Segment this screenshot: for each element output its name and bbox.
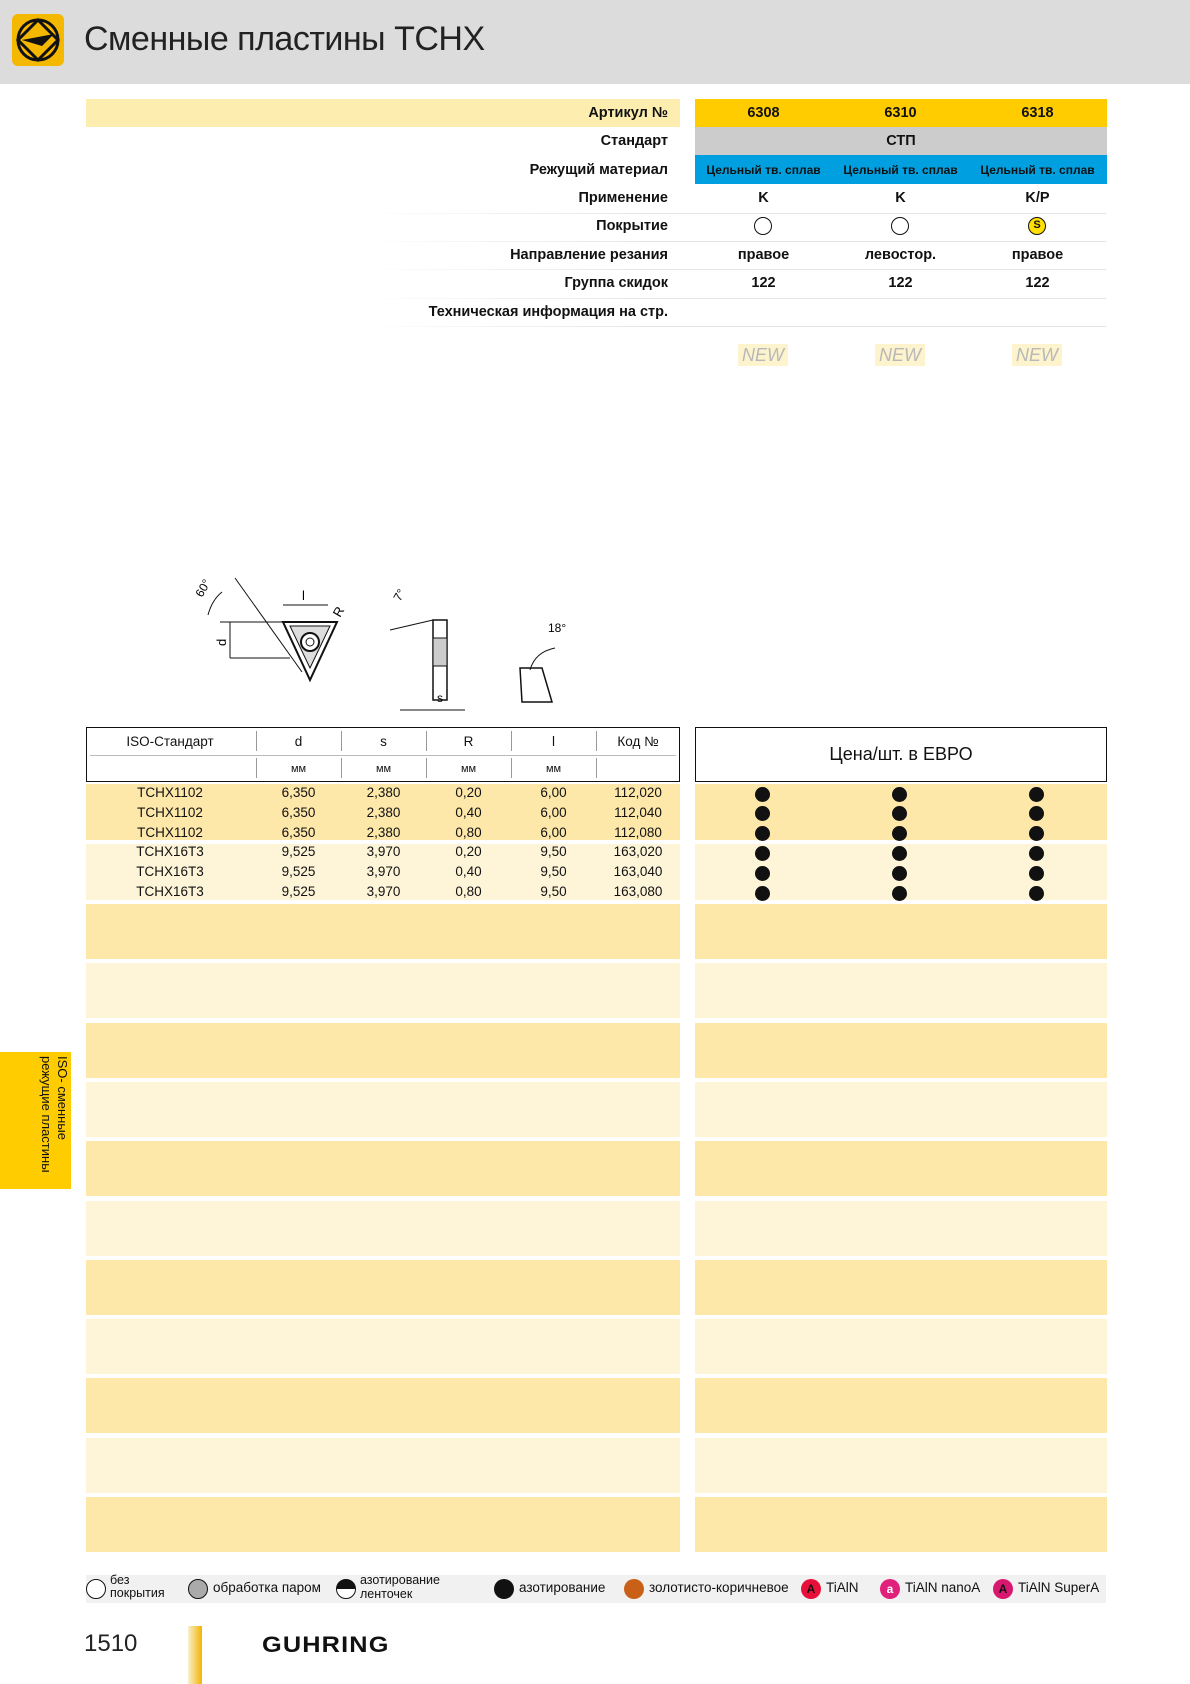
s-cell: 3,970 bbox=[366, 844, 401, 860]
direction-value: правое bbox=[737, 247, 790, 263]
black-circle-icon bbox=[494, 1579, 514, 1599]
spec-label-application: Применение bbox=[578, 190, 668, 206]
article-number: 6318 bbox=[1021, 105, 1054, 121]
table-band bbox=[695, 1023, 1107, 1078]
table-band bbox=[86, 1023, 680, 1078]
angle-7-label: 7° bbox=[390, 586, 409, 604]
footer-accent-bar bbox=[188, 1626, 202, 1684]
table-band bbox=[86, 1319, 680, 1374]
table-band bbox=[695, 1260, 1107, 1315]
spec-label-techinfo: Техническая информация на стр. bbox=[428, 304, 668, 320]
r-cell: 0,20 bbox=[455, 844, 482, 860]
table-band bbox=[695, 904, 1107, 959]
iso-code-cell: TCHX1102 bbox=[137, 804, 203, 820]
availability-dot-icon bbox=[1029, 846, 1044, 861]
unit-mm: мм bbox=[460, 763, 477, 775]
page-title: Сменные пластины TCHX bbox=[84, 20, 485, 58]
red-circle-a-icon: A bbox=[801, 1579, 821, 1599]
brown-circle-icon bbox=[624, 1579, 644, 1599]
col-separator bbox=[511, 758, 512, 778]
l-cell: 6,00 bbox=[540, 785, 567, 800]
r-cell: 0,80 bbox=[455, 824, 482, 840]
table-band bbox=[695, 1082, 1107, 1137]
availability-dot-icon bbox=[755, 846, 770, 861]
l-cell: 6,00 bbox=[540, 824, 567, 840]
magenta-circle-a-icon: a bbox=[880, 1579, 900, 1599]
col-separator bbox=[341, 758, 342, 778]
discount-value: 122 bbox=[1025, 275, 1050, 291]
availability-dot-icon bbox=[1029, 787, 1044, 802]
spec-label-article: Артикул № bbox=[588, 105, 668, 121]
legend-label-land-nitriding: азотирование ленточек bbox=[360, 1573, 440, 1601]
material-value: Цельный тв. сплав bbox=[980, 163, 1095, 177]
code-cell: 112,080 bbox=[614, 824, 662, 840]
col-separator bbox=[596, 758, 597, 778]
legend-label-nitriding: азотирование bbox=[519, 1580, 606, 1595]
iso-code-cell: TCHX16T3 bbox=[136, 844, 204, 860]
r-cell: 0,40 bbox=[455, 864, 482, 880]
l-cell: 9,50 bbox=[540, 864, 567, 880]
table-band bbox=[695, 963, 1107, 1018]
r-cell: 0,80 bbox=[455, 884, 482, 899]
spec-divider bbox=[360, 213, 1106, 214]
insert-side-view-icon bbox=[390, 620, 465, 710]
standard-value: СТП bbox=[886, 133, 916, 149]
code-cell: 163,020 bbox=[613, 844, 663, 860]
col-d: d bbox=[294, 734, 303, 749]
table-band bbox=[86, 1378, 680, 1433]
table-band bbox=[86, 1141, 680, 1196]
unit-mm: мм bbox=[545, 763, 562, 775]
spec-divider bbox=[360, 326, 1106, 327]
triangle-insert-icon bbox=[208, 578, 337, 680]
discount-value: 122 bbox=[888, 275, 913, 291]
availability-dot-icon bbox=[755, 826, 770, 841]
table-band bbox=[86, 1260, 680, 1315]
table-band bbox=[86, 1438, 680, 1493]
spec-label-direction: Направление резания bbox=[510, 247, 668, 263]
table-band bbox=[86, 963, 680, 1018]
code-cell: 112,020 bbox=[614, 785, 662, 800]
col-iso-standard: ISO-Стандарт bbox=[126, 734, 214, 749]
spec-label-material: Режущий материал bbox=[529, 162, 668, 178]
chip-breaker-profile-icon bbox=[520, 648, 555, 702]
uncoated-circle-icon bbox=[754, 217, 772, 235]
magenta-circle-superA-icon: A bbox=[993, 1579, 1013, 1599]
code-cell: 112,040 bbox=[614, 804, 662, 820]
gray-circle-icon bbox=[188, 1579, 208, 1599]
s-cell: 3,970 bbox=[366, 884, 401, 899]
availability-dot-icon bbox=[892, 826, 907, 841]
new-tag: NEW bbox=[1012, 344, 1062, 366]
table-band bbox=[86, 904, 680, 959]
r-cell: 0,40 bbox=[455, 804, 482, 820]
iso-code-cell: TCHX16T3 bbox=[136, 884, 204, 899]
material-value: Цельный тв. сплав bbox=[843, 163, 958, 177]
side-tab-label bbox=[38, 1056, 70, 1173]
new-tag: NEW bbox=[875, 344, 925, 366]
legend-label-tialn: TiAlN bbox=[826, 1580, 859, 1595]
col-r: R bbox=[463, 734, 474, 749]
table-band bbox=[695, 1497, 1107, 1552]
col-separator bbox=[341, 731, 342, 751]
brand-logo bbox=[12, 14, 64, 66]
half-black-circle-icon bbox=[336, 1579, 356, 1599]
direction-value: левостор. bbox=[864, 247, 937, 263]
article-number: 6310 bbox=[884, 105, 917, 121]
price-header: Цена/шт. в ЕВРО bbox=[695, 727, 1107, 782]
availability-dot-icon bbox=[892, 787, 907, 802]
s-cell: 3,970 bbox=[366, 864, 401, 880]
spec-label-standard: Стандарт bbox=[600, 133, 668, 149]
side-tab-line2: режущие пластины bbox=[39, 1056, 54, 1173]
table-band bbox=[695, 1438, 1107, 1493]
availability-dot-icon bbox=[1029, 826, 1044, 841]
table-band bbox=[695, 1319, 1107, 1374]
l-cell: 6,00 bbox=[540, 804, 567, 820]
application-value: K bbox=[758, 190, 769, 206]
insert-technical-drawing bbox=[190, 560, 590, 720]
d-cell: 6,350 bbox=[281, 824, 316, 840]
col-separator bbox=[511, 731, 512, 751]
material-value: Цельный тв. сплав bbox=[706, 163, 821, 177]
s-cell: 2,380 bbox=[366, 785, 401, 800]
spec-divider bbox=[360, 269, 1106, 270]
col-separator bbox=[596, 731, 597, 751]
spec-divider bbox=[360, 298, 1106, 299]
l-cell: 9,50 bbox=[540, 884, 567, 899]
brand-wordmark: GUHRING bbox=[262, 1632, 390, 1657]
availability-dot-icon bbox=[755, 787, 770, 802]
d-cell: 9,525 bbox=[281, 884, 316, 899]
table-band bbox=[86, 1201, 680, 1256]
col-separator bbox=[256, 758, 257, 778]
d-cell: 6,350 bbox=[281, 804, 316, 820]
availability-dot-icon bbox=[892, 866, 907, 881]
col-s: s bbox=[380, 734, 387, 749]
application-value: K bbox=[895, 190, 906, 206]
d-cell: 9,525 bbox=[281, 844, 316, 860]
r-cell: 0,20 bbox=[455, 785, 482, 800]
uncoated-circle-icon bbox=[891, 217, 909, 235]
availability-dot-icon bbox=[892, 886, 907, 901]
spec-divider bbox=[360, 241, 1106, 242]
radius-r-label: R bbox=[329, 603, 348, 620]
direction-value: правое bbox=[1011, 247, 1064, 263]
col-separator bbox=[426, 758, 427, 778]
legend-label-tialn-supera: TiAlN SuperA bbox=[1018, 1580, 1100, 1595]
col-l: l bbox=[552, 734, 555, 749]
unit-mm: мм bbox=[290, 763, 307, 775]
page-number: 1510 bbox=[84, 1630, 138, 1657]
col-separator bbox=[256, 731, 257, 751]
iso-code-cell: TCHX1102 bbox=[137, 785, 203, 800]
availability-dot-icon bbox=[755, 886, 770, 901]
table-band bbox=[695, 1141, 1107, 1196]
legend-label-steam: обработка паром bbox=[213, 1580, 321, 1595]
table-band bbox=[86, 1082, 680, 1137]
unit-mm: мм bbox=[375, 763, 392, 775]
logo-emblem-icon bbox=[12, 14, 64, 66]
table-band bbox=[695, 1378, 1107, 1433]
new-tag: NEW bbox=[738, 344, 788, 366]
iso-code-cell: TCHX16T3 bbox=[136, 864, 204, 880]
application-value: K/P bbox=[1025, 190, 1050, 206]
legend-label-gold-brown: золотисто-коричневое bbox=[649, 1580, 789, 1595]
availability-dot-icon bbox=[1029, 866, 1044, 881]
col-code: Код № bbox=[617, 734, 659, 749]
iso-code-cell: TCHX1102 bbox=[137, 824, 203, 840]
spec-label-discount: Группа скидок bbox=[564, 275, 668, 291]
code-cell: 163,080 bbox=[613, 884, 663, 899]
col-separator bbox=[426, 731, 427, 751]
angle-60-label: 60° bbox=[192, 576, 214, 600]
legend-label-tialn-nanoa: TiAlN nanoA bbox=[905, 1580, 981, 1595]
thickness-s-label: s bbox=[437, 691, 443, 705]
side-tab-line1: ISO- сменные bbox=[55, 1056, 70, 1140]
diameter-d-label: d bbox=[214, 638, 229, 646]
spec-label-coating: Покрытие bbox=[596, 218, 668, 234]
legend-label-uncoated: без покрытия bbox=[110, 1573, 165, 1600]
coating-s-circle-icon: S bbox=[1028, 217, 1046, 235]
d-cell: 9,525 bbox=[281, 864, 316, 880]
table-band bbox=[695, 1201, 1107, 1256]
availability-dot-icon bbox=[1029, 886, 1044, 901]
discount-value: 122 bbox=[751, 275, 776, 291]
s-cell: 2,380 bbox=[366, 804, 401, 820]
header-divider bbox=[90, 755, 676, 756]
d-cell: 6,350 bbox=[281, 785, 316, 800]
availability-dot-icon bbox=[892, 846, 907, 861]
article-number: 6308 bbox=[747, 105, 780, 121]
table-band bbox=[86, 1497, 680, 1552]
angle-18-label: 18° bbox=[548, 621, 567, 635]
white-circle-icon bbox=[86, 1579, 106, 1599]
code-cell: 163,040 bbox=[613, 864, 663, 880]
s-cell: 2,380 bbox=[366, 824, 401, 840]
length-l-label: l bbox=[302, 588, 305, 603]
availability-dot-icon bbox=[755, 866, 770, 881]
l-cell: 9,50 bbox=[540, 844, 567, 860]
